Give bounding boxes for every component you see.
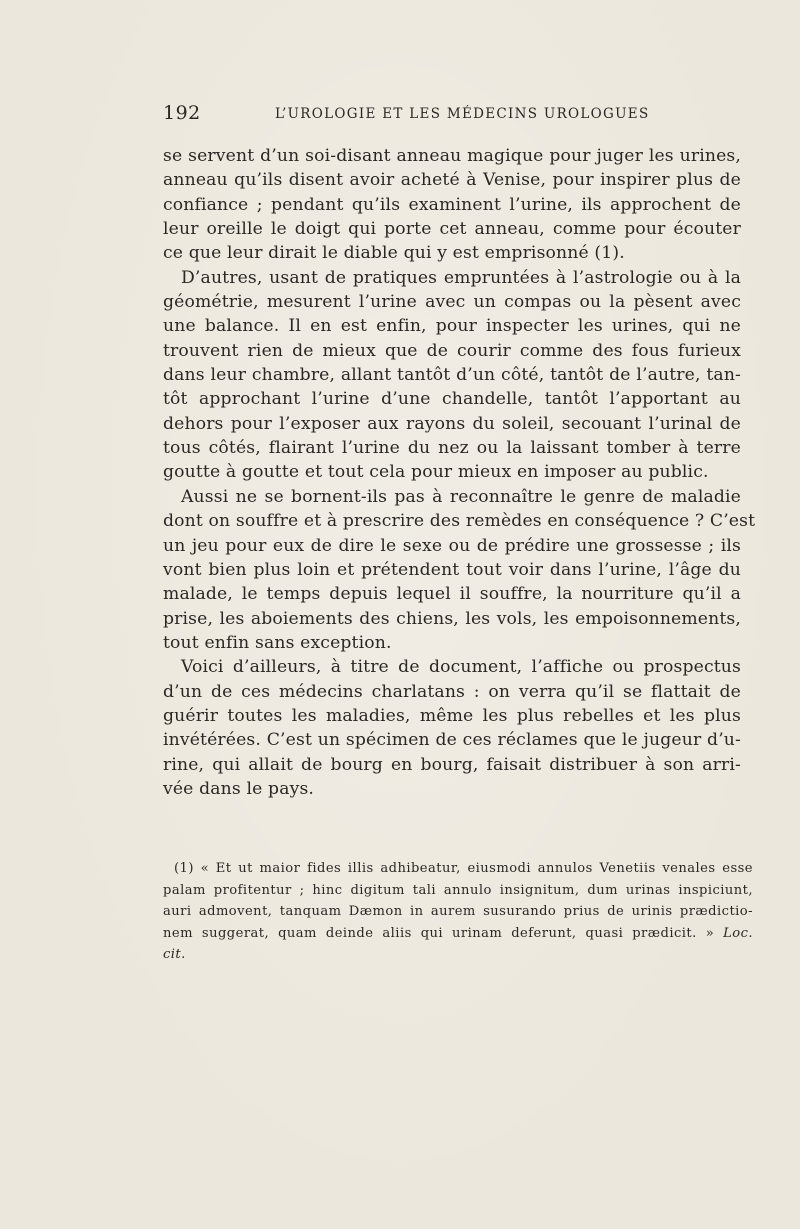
text-line: géométrie, mesurent l’urine avec un compas ou la pèsent avec [163, 292, 741, 313]
footnote-line: palam profitentur ; hinc digitum tali annulo insignitum, dum urinas inspiciunt, [163, 882, 753, 898]
running-head: L’UROLOGIE ET LES MÉDECINS UROLOGUES [275, 106, 650, 122]
footnote [163, 858, 753, 966]
text-line: confiance ; pendant qu’ils examinent l’urine, ils approchent de [163, 194, 741, 215]
paragraph [163, 655, 741, 801]
text-line: dont on souffre et à prescrire des remèdes en conséquence ? C’est [163, 511, 756, 532]
footnote-line: (1) « Et ut maior fides illis adhibeatur, eiusmodi annulos Venetiis venales esse [174, 861, 753, 876]
footnote-line: cit. [163, 947, 186, 963]
paragraph [163, 485, 756, 655]
text-line: guérir toutes les maladies, même les plus rebelles et les plus [163, 705, 741, 726]
text-line: tôt approchant l’urine d’une chandelle, tantôt l’apportant au [163, 389, 741, 410]
text-line: vont bien plus loin et prétendent tout voir dans l’urine, l’âge du [163, 559, 741, 580]
body-text [163, 144, 756, 801]
footnote-line: nem suggerat, quam deinde aliis qui urinam deferunt, quasi prædicit. » Loc. [163, 925, 753, 941]
text-line: trouvent rien de mieux que de courir comme des fous furieux [163, 340, 741, 361]
text-line: rine, qui allait de bourg en bourg, faisait distribuer à son arri- [163, 754, 741, 775]
text-line: dehors pour l’exposer aux rayons du soleil, secouant l’urinal de [163, 413, 741, 434]
text-line: Aussi ne se bornent-ils pas à reconnaître le genre de maladie [181, 486, 741, 507]
text-line: dans leur chambre, allant tantôt d’un côté, tantôt de l’autre, tan- [163, 365, 741, 386]
text-line: Voici d’ailleurs, à titre de document, l’affiche ou prospectus [181, 657, 741, 678]
text-line: un jeu pour eux de dire le sexe ou de prédire une grossesse ; ils [163, 535, 741, 556]
text-line: vée dans le pays. [163, 778, 315, 799]
text-line: anneau qu’ils disent avoir acheté à Venise, pour inspirer plus de [163, 170, 741, 191]
text-line: ce que leur dirait le diable qui y est emprisonné (1). [163, 243, 625, 264]
text-line: goutte à goutte et tout cela pour mieux en imposer au public. [163, 462, 709, 483]
footnote-line: auri admovent, tanquam Dæmon in aurem susurando prius de urinis prædictio- [163, 904, 753, 920]
page-number: 192 [163, 102, 201, 124]
text-line: tous côtés, flairant l’urine du nez ou la laissant tomber à terre [163, 438, 741, 459]
text-line: prise, les aboiements des chiens, les vols, les empoisonnements, [163, 608, 741, 629]
text-line: leur oreille le doigt qui porte cet anneau, comme pour écouter [163, 219, 741, 240]
text-line: malade, le temps depuis lequel il souffre, la nourriture qu’il a [163, 584, 741, 605]
page-header [163, 102, 741, 128]
text-line: une balance. Il en est enfin, pour inspecter les urines, qui ne [163, 316, 741, 337]
paragraph [163, 144, 741, 266]
text-line: D’autres, usant de pratiques empruntées à l’astrologie ou à la [181, 267, 741, 288]
text-line: d’un de ces médecins charlatans : on verra qu’il se flattait de [163, 681, 741, 702]
paragraph [163, 266, 741, 485]
text-line: se servent d’un soi-disant anneau magique pour juger les urines, [163, 146, 741, 166]
text-line: invétérées. C’est un spécimen de ces réclames que le jugeur d’u- [163, 730, 741, 751]
text-line: tout enfin sans exception. [163, 632, 392, 653]
